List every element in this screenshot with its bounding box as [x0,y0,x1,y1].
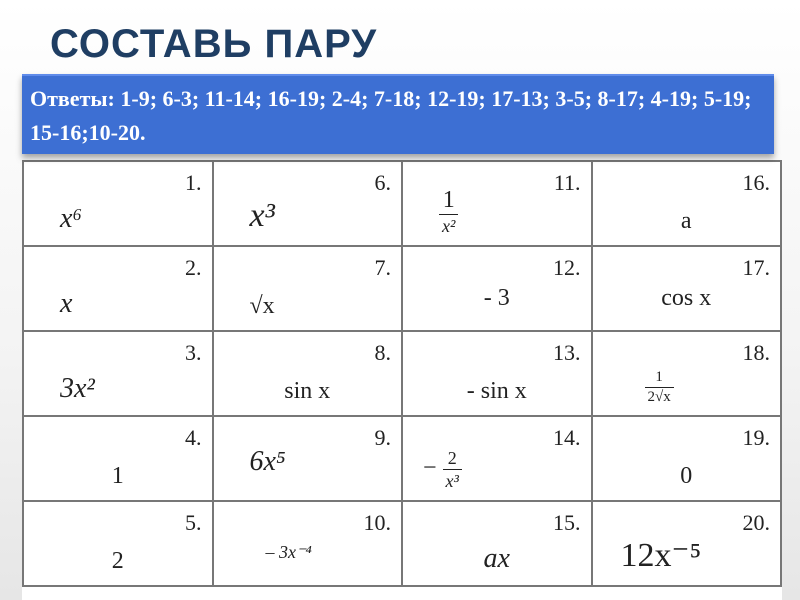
table-row [23,416,781,501]
table-cell-18 [592,331,782,416]
cell-number: 15. [553,510,581,535]
cell-number: 7. [374,255,391,280]
cell-expression: - 3 [483,285,510,311]
table-cell-4 [23,416,213,501]
cell-number: 5. [185,510,202,535]
table-cell-8 [213,331,403,416]
cell-expression [645,370,781,405]
cell-expression: 1 [111,463,124,489]
fraction-numerator: 1 [655,369,663,385]
cell-expression: a [680,208,692,234]
table-row [23,331,781,416]
minus-sign: − [423,455,437,482]
table-cell-11 [402,161,592,246]
cell-number: 14. [553,425,581,450]
cell-number: 6. [374,170,391,195]
cell-number: 16. [742,170,770,195]
cell-expression: x [60,288,73,319]
table-cell-17 [592,246,782,331]
cell-number: 8. [374,340,391,365]
cell-number: 11. [553,170,581,195]
cell-number: 17. [742,255,770,280]
table-cell-15 [402,501,592,586]
cell-expression: sin x [284,378,331,404]
fraction [645,370,674,405]
cell-expression: 3x² [60,373,95,404]
cell-number: 10. [363,510,391,535]
cell-expression: 0 [680,463,693,489]
cell-expression: 6x⁵ [249,446,286,477]
pairs-table-container [22,160,782,600]
fraction-denominator: 2√x [645,387,674,405]
table-cell-20 [592,501,782,586]
answers-banner: Ответы: 1-9; 6-3; 11-14; 16-19; 2-4; 7-18; 12-19; 17-13; 3-5; 8-17; 4-19; 5-19; 15-16;10-20. [22,74,774,154]
fraction [443,449,462,490]
cell-expression: cos x [661,285,712,311]
table-cell-16 [592,161,782,246]
table-cell-6 [213,161,403,246]
cell-number: 20. [742,510,770,535]
cell-number: 1. [185,170,202,195]
table-cell-14 [402,416,592,501]
cell-number: 12. [553,255,581,280]
table-cell-9 [213,416,403,501]
fraction-denominator: x² [439,214,458,235]
cell-expression: – 3x⁻⁴ [265,542,312,562]
fraction-numerator: 1 [442,187,455,213]
cell-number: 2. [185,255,202,280]
cell-number: 9. [374,425,391,450]
cell-number: 4. [185,425,202,450]
cell-expression: 12x⁻⁵ [620,537,702,574]
cell-number: 19. [742,425,770,450]
pairs-table [22,160,782,587]
table-row [23,161,781,246]
cell-number: 13. [553,340,581,365]
table-cell-1 [23,161,213,246]
table-cell-5 [23,501,213,586]
page-title: СОСТАВЬ ПАРУ [50,22,378,66]
fraction [439,188,458,235]
fraction-denominator: x³ [443,469,462,490]
cell-expression [439,188,591,235]
cell-expression: - sin x [466,378,527,404]
table-cell-2 [23,246,213,331]
table-cell-7 [213,246,403,331]
fraction-numerator: 2 [447,448,457,468]
table-row [23,246,781,331]
cell-expression: x³ [249,197,275,234]
cell-number: 18. [742,340,770,365]
table-cell-19 [592,416,782,501]
table-cell-3 [23,331,213,416]
cell-expression: ax [483,543,510,574]
cell-expression: √x [249,293,275,319]
cell-expression: 2 [111,548,124,574]
table-cell-12 [402,246,592,331]
cell-expression: x⁶ [60,203,83,234]
table-cell-13 [402,331,592,416]
cell-number: 3. [185,340,202,365]
cell-expression [423,449,591,490]
table-row [23,501,781,586]
table-cell-10 [213,501,403,586]
